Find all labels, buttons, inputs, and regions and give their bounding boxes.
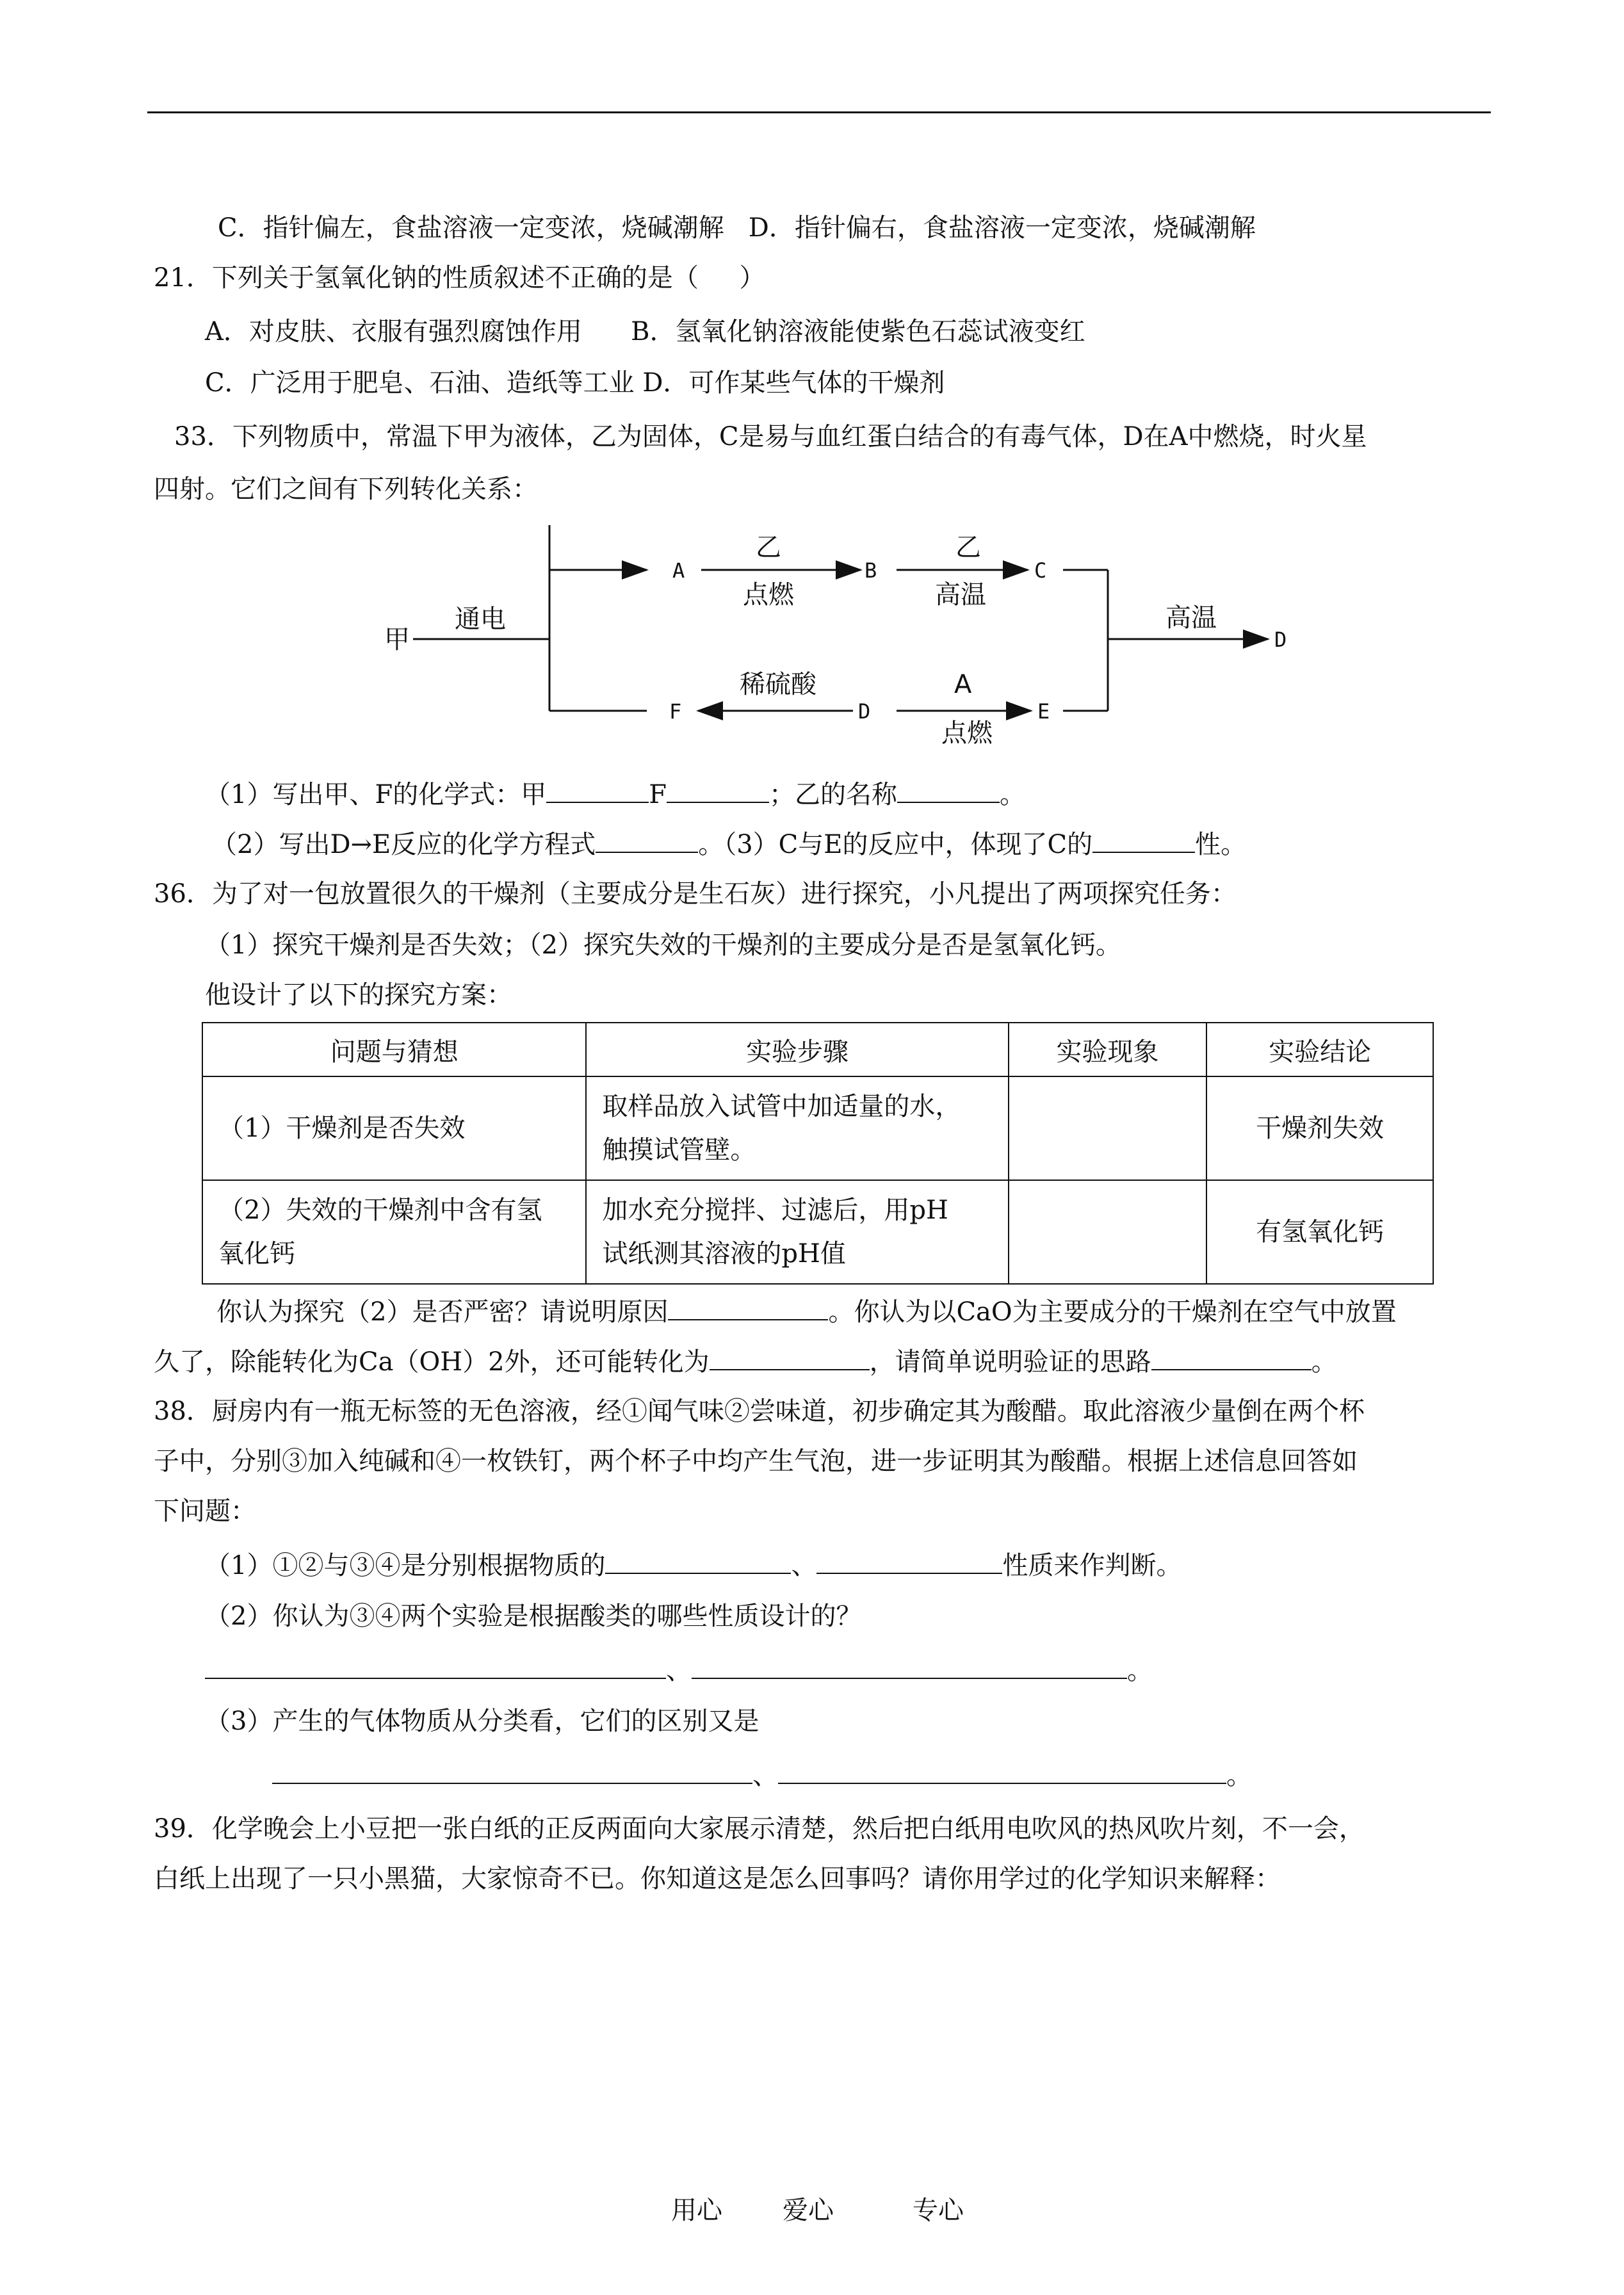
q38-stem-line1: 38．厨房内有一瓶无标签的无色溶液，经①闻气味②尝味道，初步确定其为酸醋。取此溶液少量倒在两个杯 (154, 1397, 1365, 1426)
cell-steps-line1: 加水充分搅拌、过滤后，用pH (602, 1196, 948, 1225)
cell-question-line1: （2）失效的干燥剂中含有氢 (218, 1196, 542, 1225)
cell-steps-line2: 触摸试管壁。 (602, 1135, 756, 1165)
footer-word-1: 用心 (671, 2196, 722, 2225)
cell-question-line2: 氧化钙 (218, 1239, 295, 1269)
q36-follow-text-2b: ，请简单说明验证的思路 (869, 1347, 1151, 1377)
cell-conclusion: 有氢氧化钙 (1206, 1180, 1433, 1284)
cell-phenomenon[interactable] (1009, 1180, 1207, 1284)
answer-blank[interactable] (596, 826, 698, 853)
label-de-top: A (954, 670, 972, 699)
cell-question: （1）干燥剂是否失效 (202, 1076, 586, 1180)
q38-sub3-sep: 、 (752, 1761, 778, 1790)
q33-sub1-text-b: F (649, 780, 667, 809)
node-d-right: D (1274, 628, 1287, 652)
q20-option-cd: C．指针偏左，食盐溶液一定变浓，烧碱潮解 D．指针偏右，食盐溶液一定变浓，烧碱潮解 (218, 213, 1256, 243)
label-bc-bottom: 高温 (935, 580, 986, 610)
q38-stem-line3: 下问题： (154, 1496, 256, 1526)
node-c: C (1034, 558, 1047, 583)
cell-conclusion: 干燥剂失效 (1206, 1076, 1433, 1180)
conversion-diagram (378, 525, 1319, 748)
q36-follow-text-1b: 。你认为以CaO为主要成分的干燥剂在空气中放置 (828, 1297, 1397, 1327)
table-row (202, 1076, 1433, 1180)
header-question: 问题与猜想 (202, 1023, 586, 1076)
label-cd: 高温 (1165, 603, 1217, 633)
q21-stem: 21．下列关于氢氧化钠的性质叙述不正确的是（ ） (154, 263, 765, 293)
q38-sub1-text-a: （1）①②与③④是分别根据物质的 (205, 1551, 606, 1580)
answer-blank[interactable] (667, 776, 769, 803)
footer-word-3: 专心 (913, 2196, 964, 2225)
q38-sub2: （2）你认为③④两个实验是根据酸类的哪些性质设计的？ (205, 1602, 862, 1631)
q38-sub2-sep: 、 (666, 1656, 692, 1685)
q36-plan-intro: 他设计了以下的探究方案： (205, 980, 512, 1010)
q36-follow-line2 (154, 1343, 1337, 1379)
answer-blank[interactable] (897, 776, 1000, 803)
answer-blank[interactable] (816, 1547, 1002, 1574)
q39-stem-line1: 39．化学晚会上小豆把一张白纸的正反两面向大家展示清楚，然后把白纸用电吹风的热风吹片刻，不一会， (154, 1814, 1365, 1844)
answer-blank[interactable] (605, 1547, 791, 1574)
q36-follow-text-1a: 你认为探究（2）是否严密？请说明原因 (216, 1297, 669, 1327)
q36-stem: 36．为了对一包放置很久的干燥剂（主要成分是生石灰）进行探究，小凡提出了两项探究任务： (154, 879, 1237, 909)
label-bc-top: 乙 (955, 533, 981, 562)
q38-sub2-answer (205, 1652, 1153, 1687)
q39-stem-line2: 白纸上出现了一只小黑猫，大家惊奇不已。你知道这是怎么回事吗？请你用学过的化学知识来解释： (154, 1864, 1281, 1894)
answer-blank[interactable] (1092, 826, 1195, 853)
cell-steps-line1: 取样品放入试管中加适量的水， (602, 1092, 961, 1121)
q33-stem-line2: 四射。它们之间有下列转化关系： (154, 474, 538, 504)
q33-sub2-text-c: 性。 (1195, 830, 1247, 859)
node-b: B (865, 558, 877, 583)
answer-blank[interactable] (272, 1757, 752, 1784)
answer-blank[interactable] (668, 1293, 828, 1320)
cell-steps-line2: 试纸测其溶液的pH值 (602, 1239, 846, 1269)
answer-blank[interactable] (692, 1652, 1127, 1679)
q38-sub1-text-b: 、 (791, 1551, 817, 1580)
q33-sub1-text-c: ；乙的名称 (768, 780, 897, 809)
label-electrolysis: 通电 (455, 604, 506, 634)
node-jia: 甲 (384, 625, 410, 654)
q33-sub2 (211, 826, 1246, 861)
experiment-table (202, 1022, 1434, 1285)
table-header-row (202, 1023, 1433, 1076)
q33-sub1-text-a: （1）写出甲、F的化学式：甲 (205, 780, 547, 809)
header-steps: 实验步骤 (586, 1023, 1008, 1076)
q38-sub3-end: 。 (1226, 1761, 1252, 1790)
q38-sub1-text-c: 性质来作判断。 (1002, 1551, 1182, 1580)
q33-sub1 (205, 776, 1025, 811)
node-d-bottom: D (858, 699, 871, 724)
cell-steps (586, 1180, 1008, 1284)
header-conclusion: 实验结论 (1206, 1023, 1433, 1076)
q33-sub1-text-d: 。 (999, 780, 1025, 809)
cell-steps (586, 1076, 1008, 1180)
answer-blank[interactable] (778, 1757, 1226, 1784)
q33-sub2-text-b: 。（3）C与E的反应中，体现了C的 (698, 830, 1093, 859)
node-e: E (1037, 699, 1050, 724)
answer-blank[interactable] (546, 776, 649, 803)
label-de-bottom: 点燃 (941, 718, 993, 748)
q38-sub3: （3）产生的气体物质从分类看，它们的区别又是 (205, 1707, 759, 1736)
node-a: A (672, 558, 685, 583)
label-ab-bottom: 点燃 (743, 580, 794, 610)
cell-question (202, 1180, 586, 1284)
q36-follow-text-2c: 。 (1311, 1347, 1337, 1377)
cell-phenomenon[interactable] (1009, 1076, 1207, 1180)
header-phenomenon: 实验现象 (1009, 1023, 1207, 1076)
label-df: 稀硫酸 (740, 670, 816, 699)
answer-blank[interactable] (205, 1652, 666, 1679)
q36-tasks: （1）探究干燥剂是否失效；（2）探究失效的干燥剂的主要成分是否是氢氧化钙。 (205, 930, 1121, 960)
q21-option-cd: C．广泛用于肥皂、石油、造纸等工业 D．可作某些气体的干燥剂 (205, 368, 945, 398)
q38-sub2-end: 。 (1127, 1656, 1153, 1685)
q38-stem-line2: 子中，分别③加入纯碱和④一枚铁钉，两个杯子中均产生气泡，进一步证明其为酸醋。根据上述信息回答如 (154, 1447, 1358, 1476)
q36-follow-text-2a: 久了，除能转化为Ca（OH）2外，还可能转化为 (154, 1347, 710, 1377)
q38-sub3-answer (272, 1757, 1252, 1792)
answer-blank[interactable] (1151, 1343, 1311, 1370)
node-f: F (669, 699, 682, 724)
header-rule (147, 111, 1491, 113)
footer-word-2: 爱心 (783, 2196, 834, 2225)
q21-option-ab: A．对皮肤、衣服有强烈腐蚀作用 B．氢氧化钠溶液能使紫色石蕊试液变红 (205, 317, 1085, 346)
answer-blank[interactable] (710, 1343, 870, 1370)
q36-follow-line1 (216, 1293, 1397, 1329)
table-row (202, 1180, 1433, 1284)
q33-sub2-text-a: （2）写出D→E反应的化学方程式 (211, 830, 596, 859)
q33-stem-line1: 33．下列物质中，常温下甲为液体，乙为固体，C是易与血红蛋白结合的有毒气体，D在A中燃烧，时火星 (174, 422, 1367, 451)
q38-sub1 (205, 1547, 1181, 1582)
label-ab-top: 乙 (756, 533, 781, 562)
